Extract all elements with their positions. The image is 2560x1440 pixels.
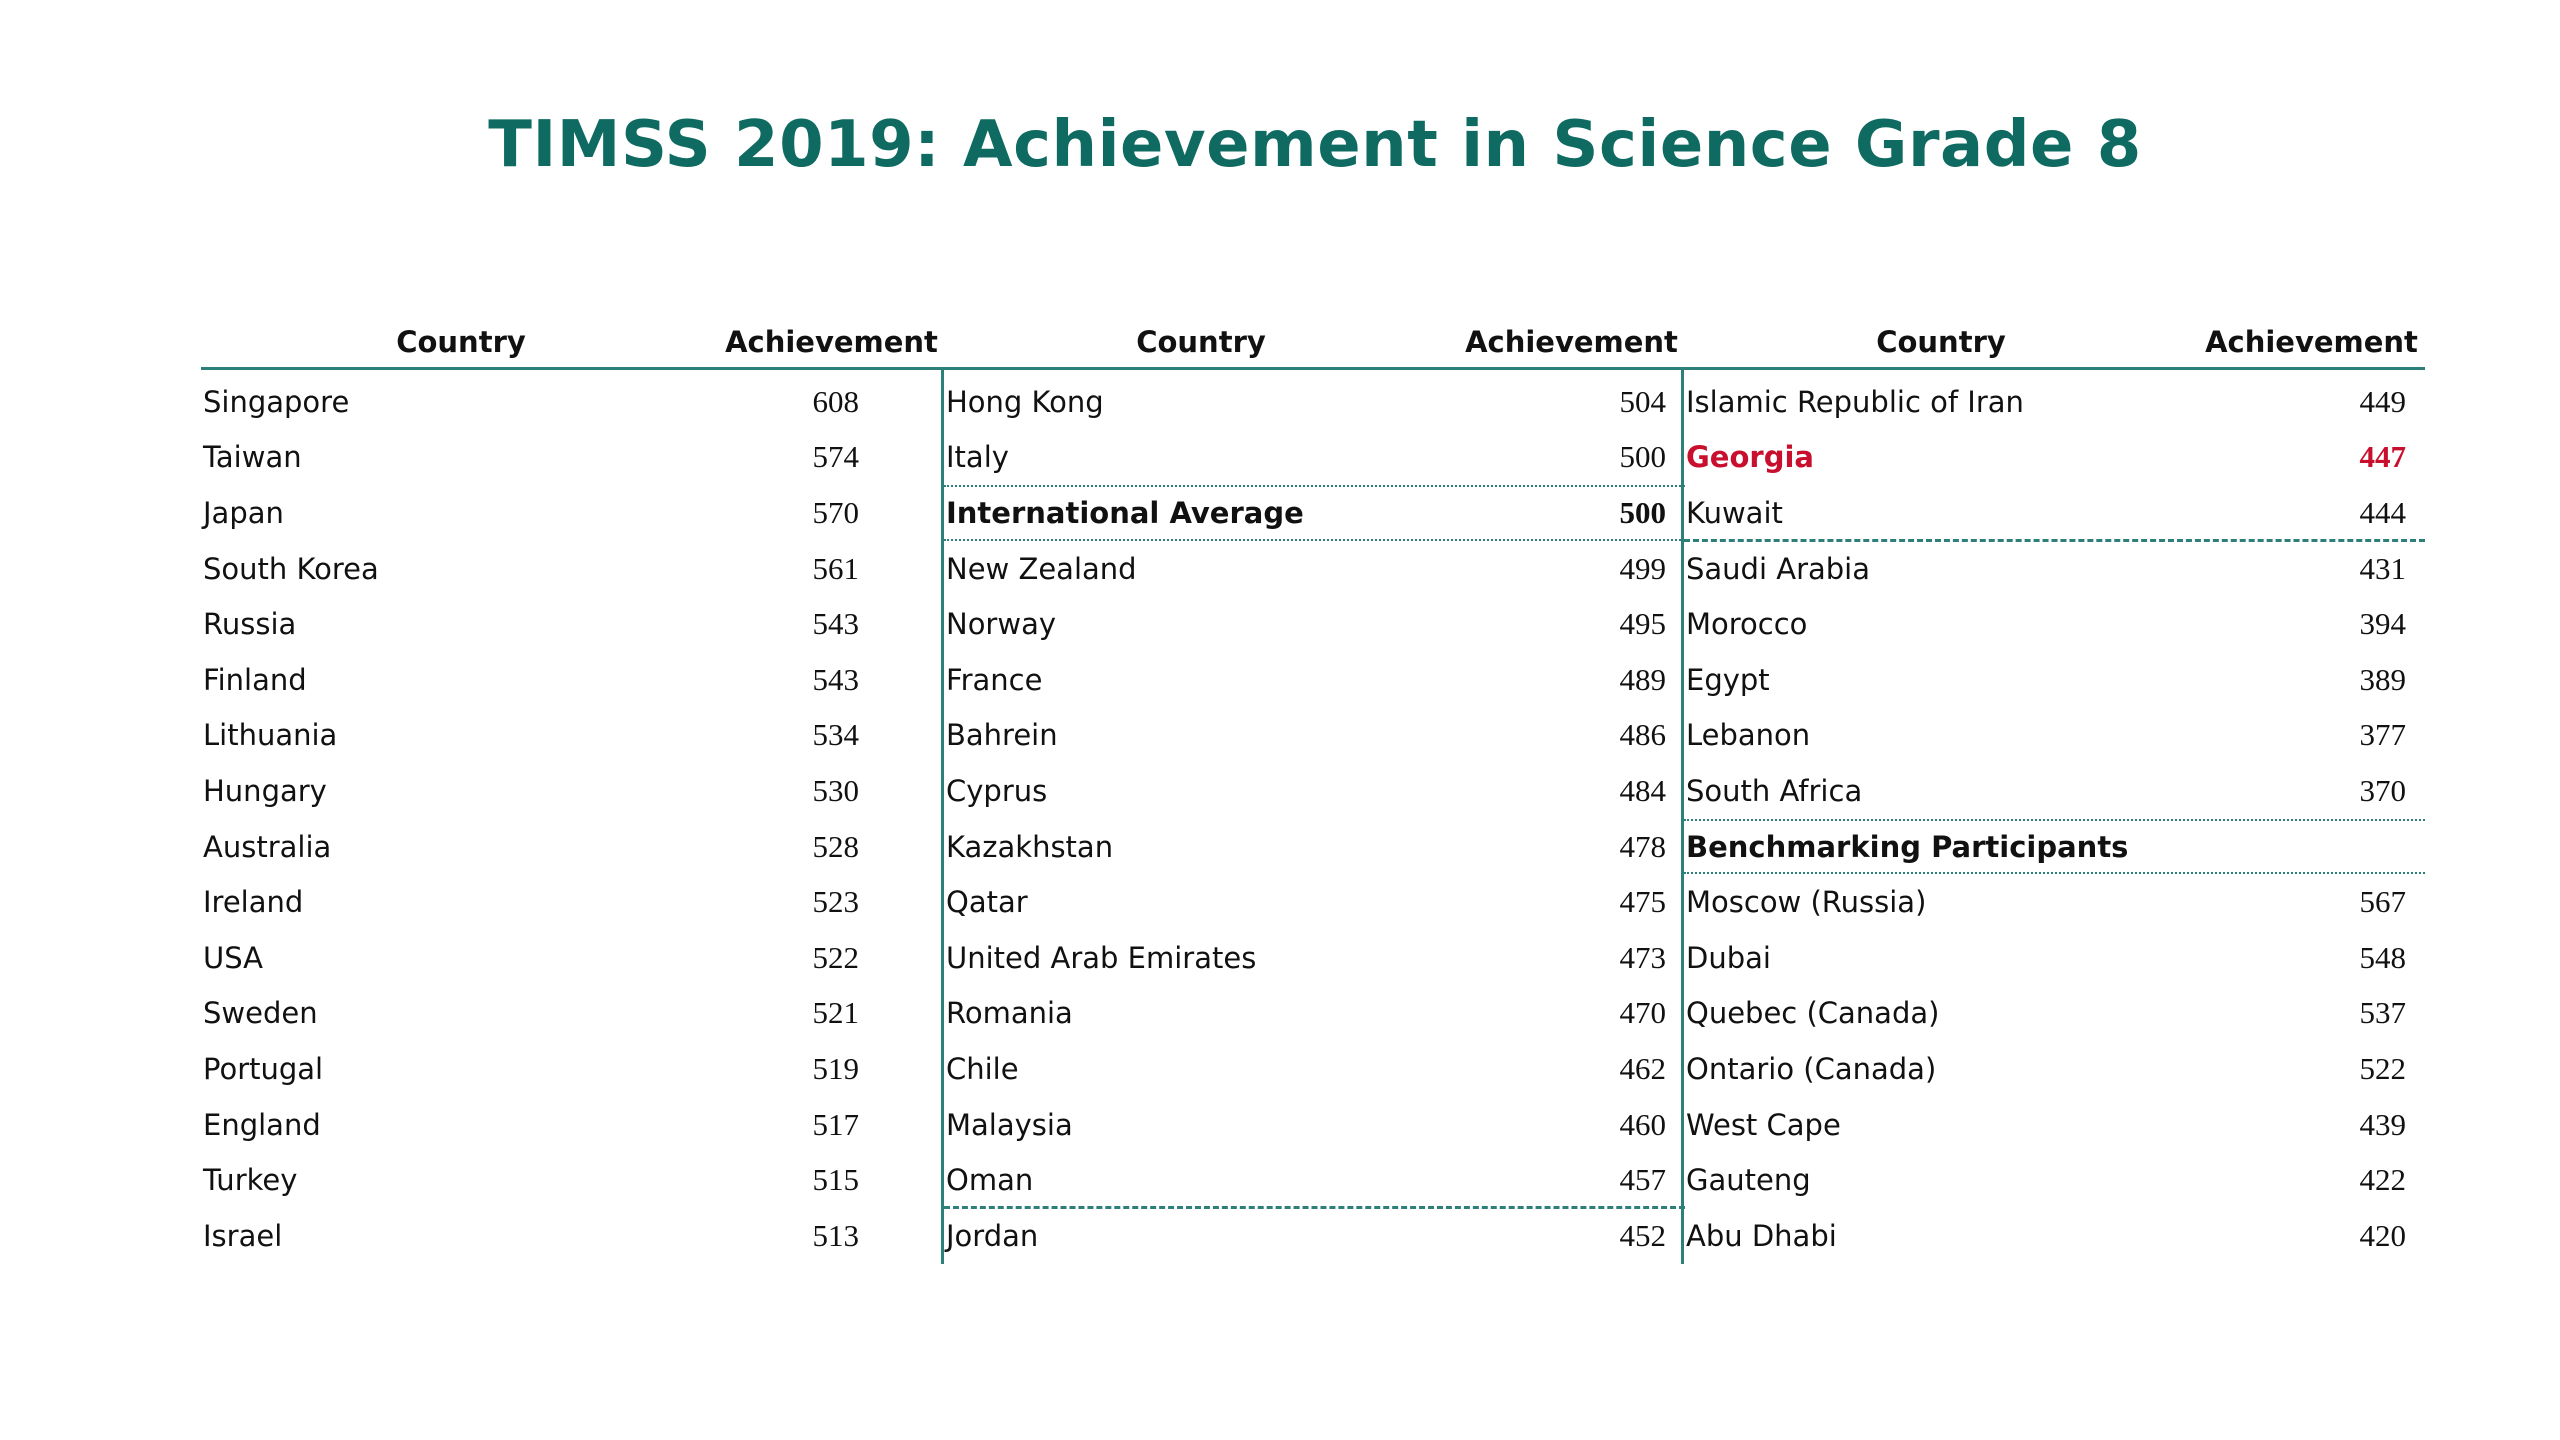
column-header [201, 314, 942, 370]
table-row [1684, 374, 2425, 430]
country-name: USA [203, 940, 264, 975]
country-name: Egypt [1686, 662, 1770, 697]
table-column-2 [941, 325, 1685, 1264]
country-name: Bahrein [946, 718, 1058, 753]
table-row [944, 596, 1685, 652]
country-name: Romania [946, 996, 1073, 1031]
table-row [944, 485, 1685, 541]
country-name: Portugal [203, 1051, 324, 1086]
country-name: Dubai [1686, 940, 1771, 975]
country-name: Japan [203, 495, 284, 530]
achievement-score: 475 [1619, 884, 1666, 920]
country-name: Ontario (Canada) [1686, 1051, 1937, 1086]
table-rows [944, 370, 1685, 1264]
table-row [944, 652, 1685, 708]
country-name: Singapore [203, 384, 350, 419]
table-row [1684, 763, 2425, 819]
page-title: TIMSS 2019: Achievement in Science Grade 8 [488, 108, 2142, 182]
table-row [201, 763, 942, 819]
achievement-score: 570 [812, 494, 859, 530]
country-name: South Korea [203, 551, 379, 586]
country-name: Qatar [946, 885, 1028, 920]
achievement-score: 534 [812, 717, 859, 753]
header-country: Country [1136, 325, 1266, 359]
country-name: Taiwan [203, 440, 302, 475]
country-name: Gauteng [1686, 1163, 1811, 1198]
country-name: Finland [203, 662, 307, 697]
achievement-score: 447 [2359, 439, 2406, 475]
table-row [201, 596, 942, 652]
country-name: Kazakhstan [946, 829, 1114, 864]
table-row [944, 930, 1685, 986]
country-name: Saudi Arabia [1686, 551, 1871, 586]
table-row [944, 1097, 1685, 1153]
achievement-score: 389 [2359, 661, 2406, 697]
table-row [201, 374, 942, 430]
achievement-score: 370 [2359, 772, 2406, 808]
table-row [1684, 1208, 2425, 1264]
table-row [201, 541, 942, 597]
achievement-score: 449 [2359, 383, 2406, 419]
achievement-score: 561 [812, 550, 859, 586]
achievement-score: 548 [2359, 939, 2406, 975]
country-name: Ireland [203, 885, 304, 920]
table-row [1684, 485, 2425, 541]
table-row [944, 1152, 1685, 1208]
achievement-score: 377 [2359, 717, 2406, 753]
achievement-score: 499 [1619, 550, 1666, 586]
achievement-score: 470 [1619, 995, 1666, 1031]
country-name: Georgia [1686, 440, 1814, 475]
table-row [201, 930, 942, 986]
table-row [944, 708, 1685, 764]
achievement-score: 515 [812, 1162, 859, 1198]
achievement-score: 422 [2359, 1162, 2406, 1198]
table-row [1684, 930, 2425, 986]
country-name: International Average [946, 495, 1304, 530]
achievement-score: 457 [1619, 1162, 1666, 1198]
table-row [944, 430, 1685, 486]
achievement-score: 500 [1619, 494, 1666, 530]
table-row [201, 1041, 942, 1097]
table-row [1684, 1097, 2425, 1153]
achievement-score: 537 [2359, 995, 2406, 1031]
table-row [201, 1152, 942, 1208]
achievement-score: 444 [2359, 494, 2406, 530]
table-row [944, 986, 1685, 1042]
achievement-score: 523 [812, 884, 859, 920]
table-row [1684, 541, 2425, 597]
country-name: Jordan [946, 1218, 1039, 1253]
achievement-score: 517 [812, 1106, 859, 1142]
table-row [944, 1208, 1685, 1264]
country-name: Sweden [203, 996, 318, 1031]
achievement-score: 462 [1619, 1050, 1666, 1086]
header-achievement: Achievement [725, 325, 938, 359]
table-row [201, 819, 942, 875]
header-achievement: Achievement [1465, 325, 1678, 359]
table-row [1684, 596, 2425, 652]
country-name: Oman [946, 1163, 1034, 1198]
country-name: Russia [203, 607, 297, 642]
table-rows [1684, 370, 2425, 1264]
achievement-score: 452 [1619, 1217, 1666, 1253]
country-name: Morocco [1686, 607, 1808, 642]
achievement-score: 478 [1619, 828, 1666, 864]
country-name: Malaysia [946, 1107, 1073, 1142]
achievement-score: 528 [812, 828, 859, 864]
achievement-score: 504 [1619, 383, 1666, 419]
achievement-score: 495 [1619, 606, 1666, 642]
table-column-3 [1681, 325, 2425, 1264]
country-name: Lebanon [1686, 718, 1811, 753]
country-name: Moscow (Russia) [1686, 885, 1927, 920]
table-row [1684, 819, 2425, 875]
country-name: Israel [203, 1218, 283, 1253]
table-row [944, 819, 1685, 875]
table-row [201, 430, 942, 486]
table-row [201, 652, 942, 708]
table-row [201, 1208, 942, 1264]
country-name: France [946, 662, 1043, 697]
achievement-score: 522 [812, 939, 859, 975]
table-row [944, 374, 1685, 430]
table-row [201, 1097, 942, 1153]
country-name: United Arab Emirates [946, 940, 1257, 975]
achievement-score: 522 [2359, 1050, 2406, 1086]
country-name: Italy [946, 440, 1009, 475]
table-row [944, 763, 1685, 819]
header-achievement: Achievement [2205, 325, 2418, 359]
table-rows [201, 370, 942, 1264]
achievement-score: 574 [812, 439, 859, 475]
achievement-score: 431 [2359, 550, 2406, 586]
country-name: England [203, 1107, 321, 1142]
country-name: Kuwait [1686, 495, 1783, 530]
table-row [201, 986, 942, 1042]
achievement-score: 543 [812, 661, 859, 697]
table-row [1684, 708, 2425, 764]
table-row [944, 1041, 1685, 1097]
achievement-score: 486 [1619, 717, 1666, 753]
country-name: New Zealand [946, 551, 1137, 586]
table-row [1684, 652, 2425, 708]
table-row [201, 708, 942, 764]
achievement-score: 519 [812, 1050, 859, 1086]
achievement-score: 460 [1619, 1106, 1666, 1142]
country-name: Australia [203, 829, 332, 864]
country-name: Quebec (Canada) [1686, 996, 1940, 1031]
country-name: Lithuania [203, 718, 338, 753]
table-row [201, 874, 942, 930]
achievement-score: 420 [2359, 1217, 2406, 1253]
achievement-score: 513 [812, 1217, 859, 1253]
achievement-score: 439 [2359, 1106, 2406, 1142]
country-name: South Africa [1686, 773, 1863, 808]
column-header [941, 314, 1685, 370]
table-row [1684, 874, 2425, 930]
table-row [1684, 986, 2425, 1042]
country-name: Hong Kong [946, 384, 1104, 419]
achievement-score: 489 [1619, 661, 1666, 697]
achievement-score: 473 [1619, 939, 1666, 975]
country-name: West Cape [1686, 1107, 1841, 1142]
achievement-score: 543 [812, 606, 859, 642]
achievement-score: 500 [1619, 439, 1666, 475]
table-row [1684, 1152, 2425, 1208]
achievement-score: 608 [812, 383, 859, 419]
country-name: Benchmarking Participants [1686, 829, 2129, 864]
table-row [944, 874, 1685, 930]
header-country: Country [396, 325, 526, 359]
table-column-1 [201, 314, 942, 1264]
country-name: Norway [946, 607, 1057, 642]
header-country: Country [1876, 325, 2006, 359]
country-name: Islamic Republic of Iran [1686, 384, 2024, 419]
country-name: Abu Dhabi [1686, 1218, 1837, 1253]
table-row [201, 485, 942, 541]
country-name: Cyprus [946, 773, 1048, 808]
achievement-score: 567 [2359, 884, 2406, 920]
table-row [944, 541, 1685, 597]
column-header [1681, 314, 2425, 370]
achievement-score: 530 [812, 772, 859, 808]
achievement-score: 484 [1619, 772, 1666, 808]
table-row [1684, 430, 2425, 486]
table-row [1684, 1041, 2425, 1097]
country-name: Chile [946, 1051, 1019, 1086]
country-name: Hungary [203, 773, 327, 808]
country-name: Turkey [203, 1163, 298, 1198]
achievement-score: 394 [2359, 606, 2406, 642]
achievement-score: 521 [812, 995, 859, 1031]
